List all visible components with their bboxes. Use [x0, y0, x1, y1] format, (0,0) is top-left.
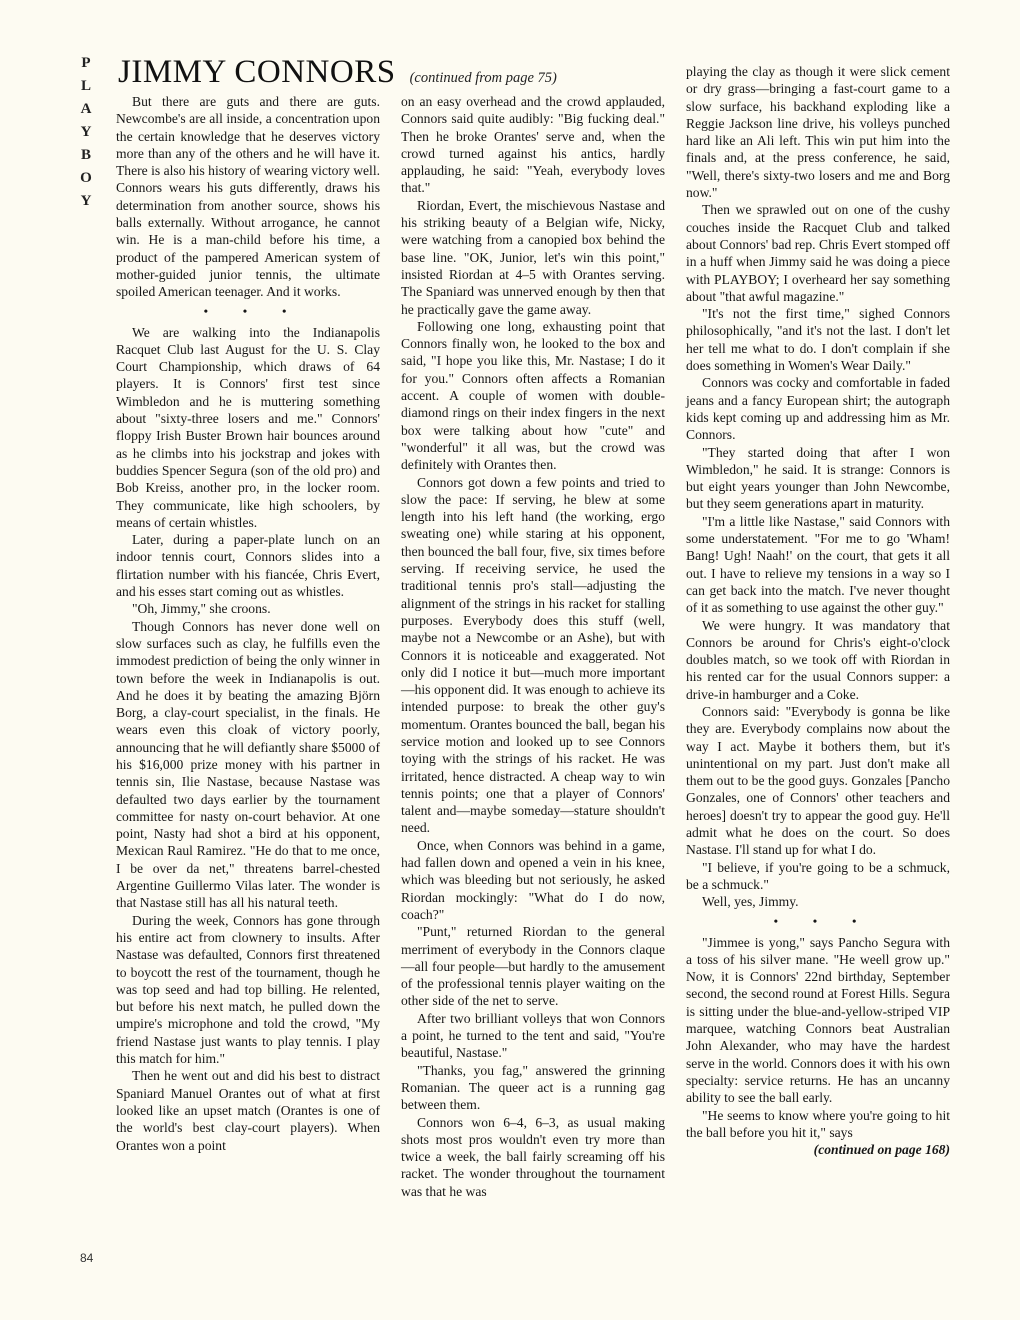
paragraph: Though Connors has never done well on slow surfaces such as clay, he fulfills even the immodest prediction of being the only winner in town before the week in Indianapolis is out. And he does it by beating the amazing Björn Borg, a clay-court specialist, in the finals. He wears even this cloak of victory poorly, announcing that he will defiantly share $5000 of his $16,000 prize money with his partner in tennis sin, Ilie Nastase, because Nastase was defaulted two days earlier by the tournament committee for nasty on-court behavior. At one point, Nasty had shot a bird at his opponent, Mexican Raul Ramirez. "He do that to me once, I be over da net," threatens barrel-chested Argentine Guillermo Vilas later. The wonder is that Nastase still has all his natural teeth.: [116, 618, 380, 911]
paragraph: Later, during a paper-plate lunch on an indoor tennis court, Connors slides into a flirtation number with his fiancée, Chris Evert, and his esses start coming out as whistles.: [116, 532, 380, 600]
paragraph: "Oh, Jimmy," she croons.: [132, 601, 271, 617]
logo-letter: L: [80, 78, 91, 94]
text-column-2: [401, 93, 665, 1200]
paragraph: Following one long, exhausting point that Connors finally won, he looked to the box and said, "I hope you like this, Mr. Nastase; I do it for you." Connors often affects a Romanian accent. A couple of women with double-diamond rings on their index fingers in the next box were talking about how "cute" and "wonderful" it all was, but the crowd was definitely with Orantes then.: [401, 318, 665, 473]
paragraph: "He seems to know where you're going to hit the ball before you hit it," says: [686, 1107, 950, 1140]
text-column-3: [686, 63, 950, 1158]
continued-from-note: (continued from page 75): [409, 70, 557, 86]
paragraph: "They started doing that after I won Wimbledon," he said. It is strange: Connors is but eight years younger than John Newcombe, but they seem generations apart in maturity.: [686, 444, 950, 512]
article-title: JIMMY CONNORS: [118, 54, 396, 90]
article-header: [118, 54, 678, 94]
paragraph: During the week, Connors has gone through his entire act from clownery to insults. After Nastase was defaulted, Connors first threatened to boycott the rest of the tournament, though he was top seed and had top billing. He relented, but before his next match, he pulled down the umpire's microphone and told the crowd, "My friend Nastase just wants to play tennis. I play this match for him.": [116, 912, 380, 1067]
paragraph: "It's not the first time," sighed Connors philosophically, "and it's not the last. I don't let her tell me what to do. I don't complain if she does something in Women's Wear Daily.": [686, 306, 950, 374]
paragraph: Connors won 6–4, 6–3, as usual making shots most pros wouldn't even try more than twice a week, the ball fairly screaming off his racket. The wonder throughout the tournament was that he was: [401, 1114, 665, 1199]
paragraph: "Jimmee is yong," says Pancho Segura with a toss of his silver mane. "He weell grow up." Now, it is Connors' 22nd birthday, September second, the second round at Forest Hills. Segura is sitting under the blue-and-yellow-striped VIP marquee, watching Connors beat Australian John Alexander, who may have the hardest serve in the world. Connors does it with his own specialty: service returns. He has an uncanny ability to see the ball early.: [686, 934, 950, 1106]
paragraph: "I believe, if you're going to be a schmuck, be a schmuck.": [686, 859, 950, 892]
logo-letter: O: [80, 170, 92, 186]
paragraph: We were hungry. It was mandatory that Connors be around for Chris's eight-o'clock doubles match, so we took off with Riordan in his rented car for the usual Connors supper: a drive-in hamburger and a Coke.: [686, 617, 950, 702]
paragraph: Then we sprawled out on one of the cushy couches inside the Racquet Club and talked about Connors' bad rep. Chris Evert stomped off in a huff when Jimmy said he was doing a piece with PLAYBOY; I overheard her say something about "that awful magazine.": [686, 202, 950, 304]
paragraph: We are walking into the Indianapolis Racquet Club last August for the U. S. Clay Court Championship, which draws of 64 players. It is Connors' first test since Wimbledon and he is muttering something about "sixty-three losers and me." Connors' floppy Irish Buster Brown hair bounces around as he climbs into his jockstrap and jokes with buddies Spencer Segura (son of the old pro) and Bob Kreiss, another pro, in the locker room. They communicate, like high schoolers, by means of certain whistles.: [116, 324, 380, 530]
logo-letter: P: [81, 55, 91, 71]
paragraph: But there are guts and there are guts. Newcombe's are all inside, a concentration upon the certain knowledge that he deserves victory more than any of the others and he will have it. There is also his history of wearing victory well. Connors wears his guts differently, draws his determination from another source, shows his balls externally. Without arrogance, he cannot win. He is a man-child before his time, a product of the pampered American system of mother-guided junior tennis, the ultimate spoiled American teenager. And it works.: [116, 94, 380, 300]
paragraph: Connors got down a few points and tried to slow the pace: If serving, he blew at some length into his left hand (the working, ergo sweating one) while staring at his opponent, then bounced the ball four, five, six times before serving. If receiving service, he used the traditional tennis pro's stall—adjusting the alignment of the strings in his racket for stalling purposes. Everybody does this stuff (well, maybe not a Newcombe or an Ashe), but with Connors it is noticeable and exaggerated. Not only did I notice it but—much more important—his opponent did. It was enough to achieve its intended purpose: to break the other guy's momentum. Orantes bounced the ball, began his service motion and looked up to see Connors toying with the strings of his racket. He was irritated, hence distracted. A cheap way to win tennis points; one that a player of Connors' talent and—maybe someday—stature shouldn't need.: [401, 474, 665, 836]
logo-letter: Y: [80, 193, 92, 209]
page-number: 84: [80, 1251, 94, 1265]
paragraph: Connors said: "Everybody is gonna be like they are. Everybody complains now about the way I act. Maybe it bothers them, but it's unintentional on my part. Just don't make all them out to be the good guys. Gonzales [Pancho Gonzales, one of Connors' other teachers and heroes] doesn't try to appear the good guy. He'll admit what he does on the court. So does Nastase. I'll stand up for what I do.: [686, 703, 950, 858]
paragraph: on an easy overhead and the crowd applauded, Connors said quite audibly: "Big fucking deal." Then he broke Orantes' serve and, when the crowd turned against his antics, hardly applauding, he said: "Yeah, everybody loves that.": [401, 94, 665, 196]
paragraph: "Punt," returned Riordan to the general merriment of everybody in the Connors claque—all four people—but hardly to the amusement of the professional tennis player waiting on the other side of the net to serve.: [401, 924, 665, 1009]
paragraph: Well, yes, Jimmy.: [702, 894, 799, 910]
playboy-vertical-logo: [76, 52, 96, 213]
logo-letter: Y: [80, 124, 92, 140]
paragraph: "I'm a little like Nastase," said Connors with some understatement. "For me to go 'Wham! Bang! Ugh! Naah!' on the court, that gets it all out. I have to relieve my tensions in a way so I can get back into the match. I've never thought of it as something to use against the other guy.": [686, 513, 950, 616]
section-break-dots: • • •: [203, 303, 303, 318]
paragraph: Connors was cocky and comfortable in faded jeans and a fancy European shirt; the autograph kids kept coming up and addressing him as Mr. Connors.: [686, 375, 950, 443]
paragraph: Riordan, Evert, the mischievous Nastase and his striking beauty of a Belgian wife, Nicky, were watching from a canopied box behind the base line. "OK, Junior, let's win this point," insisted Riordan at 4–5 with Orantes serving. The Spaniard was unnerved enough by then that he practically gave the game away.: [401, 197, 665, 317]
paragraph: Then he went out and did his best to distract Spaniard Manuel Orantes out of what at first looked like an upset match (Orantes is one of the world's best clay-court players). When Orantes won a point: [116, 1068, 380, 1153]
paragraph: playing the clay as though it were slick cement or dry grass—bringing a fast-court game to a slow surface, his backhand exploding like a Reggie Jackson line drive, his volleys punched hard like an Ali left. This win put him into the finals and, at the press conference, he said, "Well, there's sixty-two losers and me and Borg now.": [686, 64, 950, 201]
paragraph: "Thanks, you fag," answered the grinning Romanian. The queer act is a running gag between them.: [401, 1062, 665, 1113]
logo-letter: B: [80, 147, 91, 163]
continued-on-note: (continued on page 168): [813, 1142, 950, 1158]
paragraph: After two brilliant volleys that won Connors a point, he turned to the tent and said, "You're beautiful, Nastase.": [401, 1010, 665, 1061]
text-column-1: [116, 93, 380, 1154]
section-break-dots: • • •: [773, 913, 873, 928]
paragraph: Once, when Connors was behind in a game, had fallen down and opened a vein in his knee, which was bleeding but not seriously, he asked Riordan mockingly: "What do I do now, coach?": [401, 837, 665, 922]
logo-letter: A: [80, 101, 92, 117]
